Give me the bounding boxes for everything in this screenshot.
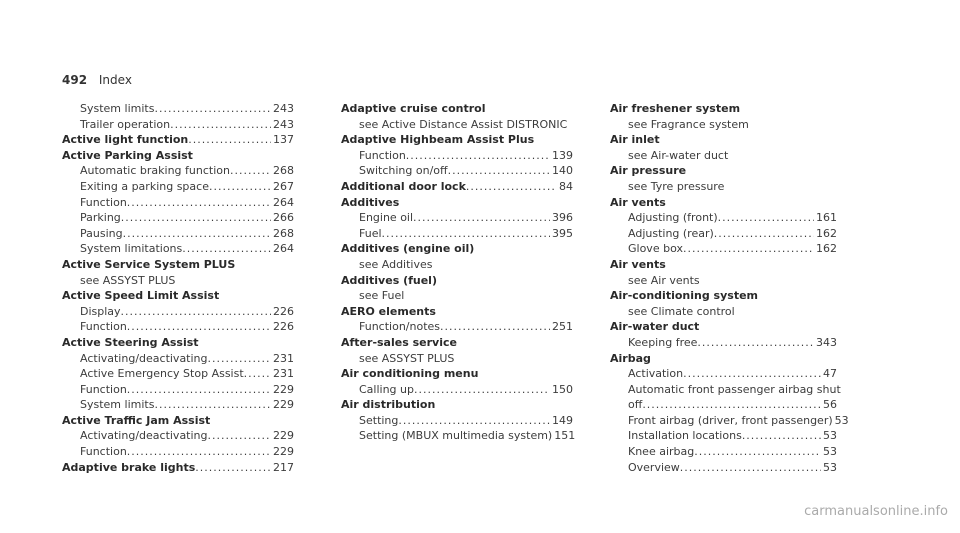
index-subentry: off ..... 56 (610, 397, 837, 413)
see-reference: see ASSYST PLUS (80, 273, 176, 287)
index-entry (62, 101, 294, 132)
index-heading: Active Service System PLUS (62, 257, 236, 271)
see-reference: see Tyre pressure (628, 179, 725, 193)
index-heading: Air-water duct (610, 320, 700, 334)
page-ref: 137 (273, 133, 294, 147)
index-subentry: Fuel ..... 395 (341, 226, 573, 242)
see-reference: see Air vents (628, 273, 700, 287)
index-entry (610, 257, 837, 288)
index-entry (341, 241, 573, 272)
index-entry (341, 195, 573, 242)
index-subentry: Overview ..... 53 (610, 460, 837, 476)
index-heading: Additives (engine oil) (341, 242, 475, 256)
see-reference: see Additives (359, 257, 433, 271)
index-column-2 (341, 101, 576, 444)
index-heading: Adaptive brake lights (62, 460, 196, 474)
index-subentry: Glove box ..... 162 (610, 241, 837, 257)
index-entry (341, 335, 573, 366)
index-subentry: Activating/deactivating ..... 229 (62, 428, 294, 444)
index-entry (62, 413, 294, 460)
index-subentry: Function ..... 264 (62, 195, 294, 211)
index-subentry: Adjusting (rear) ..... 162 (610, 226, 837, 242)
index-heading: Air conditioning menu (341, 367, 479, 381)
index-column-3 (610, 101, 849, 475)
index-heading: Air pressure (610, 164, 687, 178)
page-header (62, 73, 132, 87)
see-reference: see Fuel (359, 289, 405, 303)
index-entry (341, 273, 573, 304)
index-subentry: Automatic braking function ..... 268 (62, 163, 294, 179)
page-ref: 243 (273, 102, 294, 115)
index-entry (610, 101, 837, 132)
index-heading: Air inlet (610, 133, 660, 147)
index-heading-line: Adaptive brake lights ..... 217 (62, 460, 294, 476)
index-entry (341, 366, 573, 397)
index-subentry: Engine oil ..... 396 (341, 210, 573, 226)
index-heading: Additives (341, 195, 400, 209)
index-entry (610, 351, 849, 476)
index-entry (62, 288, 294, 335)
index-entry (62, 132, 294, 148)
index-heading: Adaptive Highbeam Assist Plus (341, 133, 535, 147)
see-reference: see Air-water duct (628, 148, 729, 162)
index-heading: After-sales service (341, 335, 457, 349)
index-heading: Air vents (610, 257, 666, 271)
index-entry (610, 288, 837, 319)
index-subentry: Installation locations ..... 53 (610, 428, 837, 444)
index-subentry: Parking ..... 266 (62, 210, 294, 226)
index-entry (341, 397, 576, 444)
index-subentry: Calling up ..... 150 (341, 382, 573, 398)
index-heading: Additives (fuel) (341, 273, 437, 287)
index-entry (341, 179, 573, 195)
index-heading: Additional door lock (341, 179, 466, 193)
index-entry (341, 101, 573, 132)
index-heading: AERO elements (341, 304, 436, 318)
index-entry (62, 460, 294, 476)
section-title: Index (98, 73, 132, 87)
index-subentry: Activation ..... 47 (610, 366, 837, 382)
see-reference: see Climate control (628, 304, 735, 318)
index-entry (62, 335, 294, 413)
index-entry (62, 148, 294, 257)
index-subentry: System limitations ..... 264 (62, 241, 294, 257)
index-subentry: System limits ..... 243 (62, 101, 294, 117)
index-subentry: Keeping free ..... 343 (610, 335, 837, 351)
index-entry (610, 132, 837, 163)
index-subentry: Setting ..... 149 (341, 413, 573, 429)
index-subentry: Function ..... 139 (341, 148, 573, 164)
index-column-1 (62, 101, 294, 475)
index-subentry: Exiting a parking space ..... 267 (62, 179, 294, 195)
index-entry (341, 304, 573, 335)
see-reference: see Active Distance Assist DISTRONIC (359, 117, 568, 131)
index-entry (610, 163, 837, 194)
index-heading-line: Additional door lock ..... 84 (341, 179, 573, 195)
page-number: 492 (62, 73, 88, 87)
index-subentry: Function/notes ..... 251 (341, 319, 573, 335)
index-subentry: Display ..... 226 (62, 304, 294, 320)
index-subentry: Function ..... 229 (62, 382, 294, 398)
index-heading: Active light function (62, 133, 189, 147)
watermark: carmanualsonline.info (804, 504, 948, 519)
index-heading: Air freshener system (610, 102, 741, 115)
index-subentry: Setting (MBUX multimedia system) 151 (359, 429, 576, 443)
index-heading-line (62, 132, 294, 148)
index-heading: Active Speed Limit Assist (62, 289, 220, 303)
page-ref: 243 (273, 117, 294, 131)
index-heading: Airbag (610, 351, 651, 365)
index-heading: Adaptive cruise control (341, 102, 486, 115)
index-subentry: Function ..... 226 (62, 319, 294, 335)
index-heading: Active Parking Assist (62, 148, 193, 162)
index-subentry: Switching on/off ..... 140 (341, 163, 573, 179)
index-subentry-wrap: Automatic front passenger airbag shut (628, 382, 841, 396)
index-subentry: Adjusting (front) ..... 161 (610, 210, 837, 226)
index-subentry: Trailer operation ..... 243 (62, 117, 294, 133)
index-subentry: Function ..... 229 (62, 444, 294, 460)
index-subentry: System limits ..... 229 (62, 397, 294, 413)
see-reference: see Fragrance system (628, 117, 749, 131)
index-subentry: Activating/deactivating ..... 231 (62, 351, 294, 367)
index-entry (610, 319, 837, 350)
index-heading: Air-conditioning system (610, 289, 758, 303)
index-heading: Active Steering Assist (62, 335, 199, 349)
index-heading: Active Traffic Jam Assist (62, 413, 211, 427)
index-entry (610, 195, 837, 257)
index-entry (62, 257, 294, 288)
index-subentry: Knee airbag ..... 53 (610, 444, 837, 460)
see-reference: see ASSYST PLUS (359, 351, 455, 365)
index-entry (341, 132, 573, 179)
index-heading: Air vents (610, 195, 666, 209)
index-subentry: Active Emergency Stop Assist ..... 231 (62, 366, 294, 382)
index-heading: Air distribution (341, 398, 436, 412)
index-subentry: Front airbag (driver, front passenger) 53 (628, 413, 849, 427)
index-subentry: Pausing ..... 268 (62, 226, 294, 242)
